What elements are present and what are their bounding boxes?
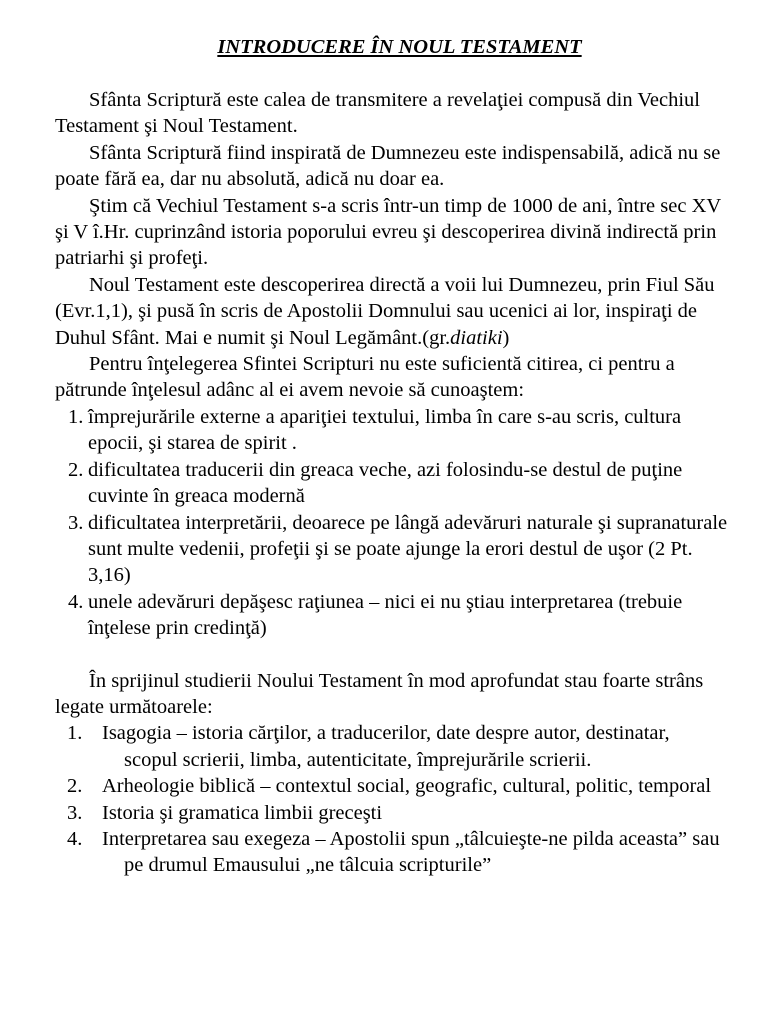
list-item-number: 2. bbox=[68, 458, 84, 481]
list-item-text: Isagogia – istoria cărţilor, a traducerilor, date despre autor, destinatar, scopul scrierii, limba, autenticitate, împrejurările scrierii. bbox=[102, 722, 670, 771]
list-item-number: 4. bbox=[67, 827, 83, 850]
list-item-number: 1. bbox=[67, 722, 83, 745]
list-item-number: 1. bbox=[68, 405, 84, 428]
paragraph-5: Pentru înţelegerea Sfintei Scripturi nu este suficientă citirea, ci pentru a pătrunde înţelesul adânc al ei avem nevoie să cunoaştem: bbox=[55, 353, 675, 402]
paragraph-3: Ştim că Vechiul Testament s-a scris într-un timp de 1000 de ani, între sec XV şi V î.Hr. cuprinzând istoria poporului evreu şi descoperirea divină indirectă prin patriarhi şi profeţi. bbox=[55, 194, 721, 270]
paragraph-2: Sfânta Scriptură fiind inspirată de Dumnezeu este indispensabilă, adică nu se poate fără ea, dar nu absolută, adică nu doar ea. bbox=[55, 141, 721, 191]
paragraph-4 bbox=[55, 272, 728, 351]
list-item bbox=[55, 826, 728, 879]
list-item-text: unele adevăruri depăşesc raţiunea – nici ei nu ştiau interpretarea (trebuie înţelese prin credinţă) bbox=[88, 590, 683, 640]
list-item-number: 3. bbox=[67, 801, 83, 824]
list-item bbox=[55, 457, 728, 510]
list-item-number: 2. bbox=[67, 775, 83, 798]
list-item bbox=[55, 800, 728, 826]
list-item bbox=[55, 773, 728, 799]
list-item bbox=[55, 720, 728, 773]
paragraph-6: În sprijinul studierii Noului Testament în mod aprofundat stau foarte strâns legate următoarele: bbox=[55, 669, 704, 718]
list-item-text: Interpretarea sau exegeza – Apostolii spun „tâlcuieşte-ne pilda aceasta” sau pe drumul Emausului „ne tâlcuia scripturile” bbox=[102, 827, 720, 877]
list-item-text: Istoria şi gramatica limbii greceşti bbox=[102, 801, 383, 824]
list-item bbox=[55, 589, 728, 642]
list-item-number: 3. bbox=[68, 511, 84, 534]
document-title: INTRODUCERE ÎN NOUL TESTAMENT bbox=[217, 36, 582, 58]
list-item-text: dificultatea interpretării, deoarece pe lângă adevăruri naturale şi supranaturale sunt multe vedenii, profeţii şi se poate ajunge la erori destul de uşor (2 Pt. 3,16) bbox=[88, 511, 728, 587]
blank-line bbox=[55, 642, 728, 668]
paragraph-1: Sfânta Scriptură este calea de transmitere a revelaţiei compusă din Vechiul Testament şi Noul Testament. bbox=[55, 89, 700, 138]
list-item bbox=[55, 404, 728, 457]
paragraph-4-close: ) bbox=[502, 326, 510, 349]
list-item-text: dificultatea traducerii din greaca veche, azi folosindu-se destul de puţine cuvinte în greaca modernă bbox=[88, 458, 683, 508]
list-item-number: 4. bbox=[68, 590, 84, 613]
list-item-text: Arheologie biblică – contextul social, geografic, cultural, politic, temporal bbox=[102, 775, 712, 798]
requirements-list bbox=[55, 404, 728, 642]
paragraph-4-text: Noul Testament este descoperirea directă a voii lui Dumnezeu, prin Fiul Său (Evr.1,1), şi pusă în scris de Apostolii Domnului sau ucenici ai lor, inspiraţi de Duhul Sfânt. Mai e numit şi Noul Legământ.(gr. bbox=[55, 273, 715, 349]
list-item bbox=[55, 510, 728, 589]
disciplines-list bbox=[55, 720, 728, 878]
greek-term: diatiki bbox=[450, 326, 503, 349]
list-item-text: împrejurările externe a apariţiei textului, limba în care s-au scris, cultura epocii, şi starea de spirit . bbox=[88, 405, 682, 455]
